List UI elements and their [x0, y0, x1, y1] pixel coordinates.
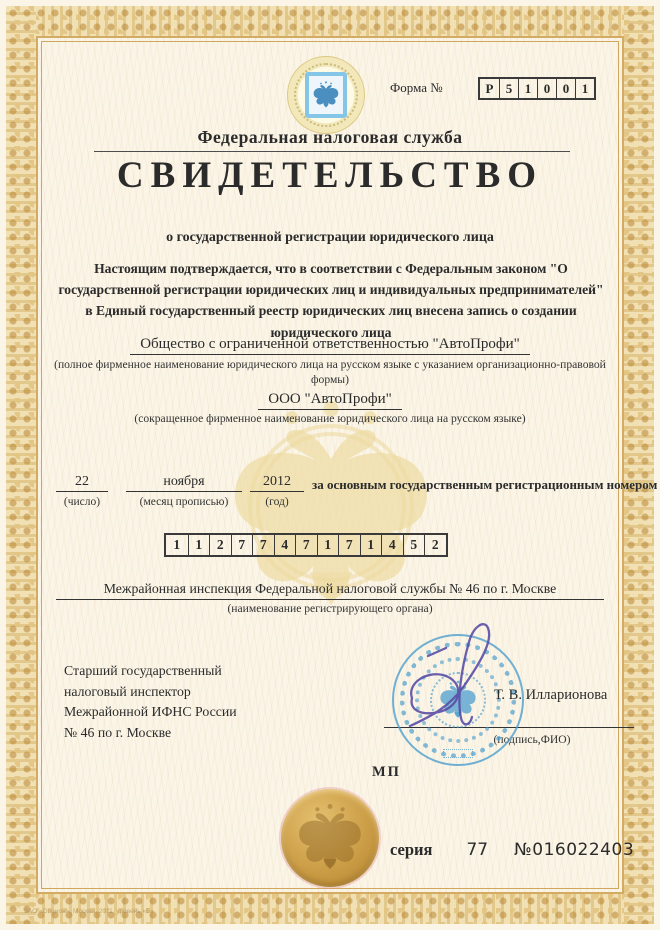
company-full-name	[0, 336, 660, 355]
statement-paragraph: Настоящим подтверждается, что в соответствии с Федеральным законом "О государственной регистрации юридических лиц и индивидуальных предпринимателей" в Единый государственный реестр юридических лиц внесена запись о создании юридического лица	[58, 261, 604, 340]
ogrn-cell: 7	[231, 535, 253, 555]
printer-imprint: ЗАО «Опцион», Москва, 2011, уровень «Б»	[24, 908, 155, 915]
series-region: 77	[466, 840, 489, 860]
code-cell: 1	[518, 79, 537, 98]
ogrn-cell: 7	[252, 535, 274, 555]
ogrn-cell: 1	[360, 535, 382, 555]
ogrn-cell: 4	[274, 535, 296, 555]
code-cell: 1	[575, 79, 594, 98]
official-line: Старший государственный	[64, 663, 222, 678]
embossed-gold-seal-icon	[281, 789, 379, 887]
ogrn-cell: 7	[295, 535, 317, 555]
code-cell: 0	[556, 79, 575, 98]
ornate-border-top	[6, 6, 654, 36]
ogrn-cell: 7	[338, 535, 360, 555]
official-line: Межрайонной ИФНС России	[64, 704, 237, 720]
ogrn-cell: 4	[381, 535, 403, 555]
company-full-name-text: Общество с ограниченной ответственностью "АвтоПрофи"	[130, 336, 530, 355]
official-line: № 46 по г. Москве	[64, 725, 172, 741]
series-row	[390, 840, 634, 860]
code-cell: Р	[485, 80, 494, 96]
series-number: №016022403	[514, 840, 635, 860]
ogrn-cell: 1	[188, 535, 210, 555]
ogrn-cell: 1	[173, 537, 181, 552]
official-line: налоговый инспектор	[64, 683, 191, 699]
emblem-shield	[305, 72, 347, 118]
ogrn-cell: 2	[209, 535, 231, 555]
signer-name: Т. В. Илларионова	[494, 687, 608, 703]
code-cell: 5	[499, 79, 518, 98]
emblem-eagle-icon	[312, 81, 340, 109]
handwritten-signature	[398, 618, 518, 744]
series-label: серия	[390, 840, 433, 859]
date-month-value: ноября	[126, 474, 242, 492]
company-short-name	[0, 391, 660, 410]
code-cell: 0	[537, 79, 556, 98]
date-day-caption: (число)	[63, 496, 101, 508]
signature-caption: (подпись,ФИО)	[493, 733, 571, 746]
agency-rule	[94, 151, 570, 152]
ogrn-digit-boxes	[164, 533, 448, 557]
date-day-value: 22	[56, 474, 108, 492]
date-year-caption: (год)	[265, 496, 289, 508]
stamp-place-abbr: МП	[372, 764, 401, 780]
ogrn-intro-text: за основным государственным регистрационным номером	[312, 477, 658, 492]
company-short-name-text: ООО "АвтоПрофи"	[258, 391, 401, 410]
short-name-caption: (сокращенное фирменное наименование юридического лица на русском языке)	[134, 412, 526, 425]
document-subtitle: о государственной регистрации юридического лица	[166, 230, 494, 245]
gold-seal-eagle-icon	[295, 803, 365, 873]
fns-emblem-icon	[287, 56, 365, 134]
official-title-block	[64, 661, 237, 744]
form-code-boxes	[478, 77, 596, 100]
ogrn-cell: 1	[317, 535, 339, 555]
agency-name: Федеральная налоговая служба	[197, 127, 463, 147]
stamp-ribbon	[443, 749, 473, 758]
date-year-value: 2012	[250, 474, 304, 492]
ogrn-cell: 5	[403, 535, 425, 555]
document-title: СВИДЕТЕЛЬСТВО	[116, 155, 544, 196]
form-number-label: Форма №	[390, 80, 443, 95]
registering-authority-name: Межрайонная инспекция Федеральной налоговой службы № 46 по г. Москве	[56, 581, 604, 600]
registering-authority-caption: (наименование регистрирующего органа)	[227, 602, 433, 615]
date-month-caption: (месяц прописью)	[139, 496, 229, 508]
full-name-caption: (полное фирменное наименование юридического лица на русском языке с указанием организационно-правовой формы)	[54, 358, 606, 387]
ogrn-cell: 2	[424, 535, 446, 555]
